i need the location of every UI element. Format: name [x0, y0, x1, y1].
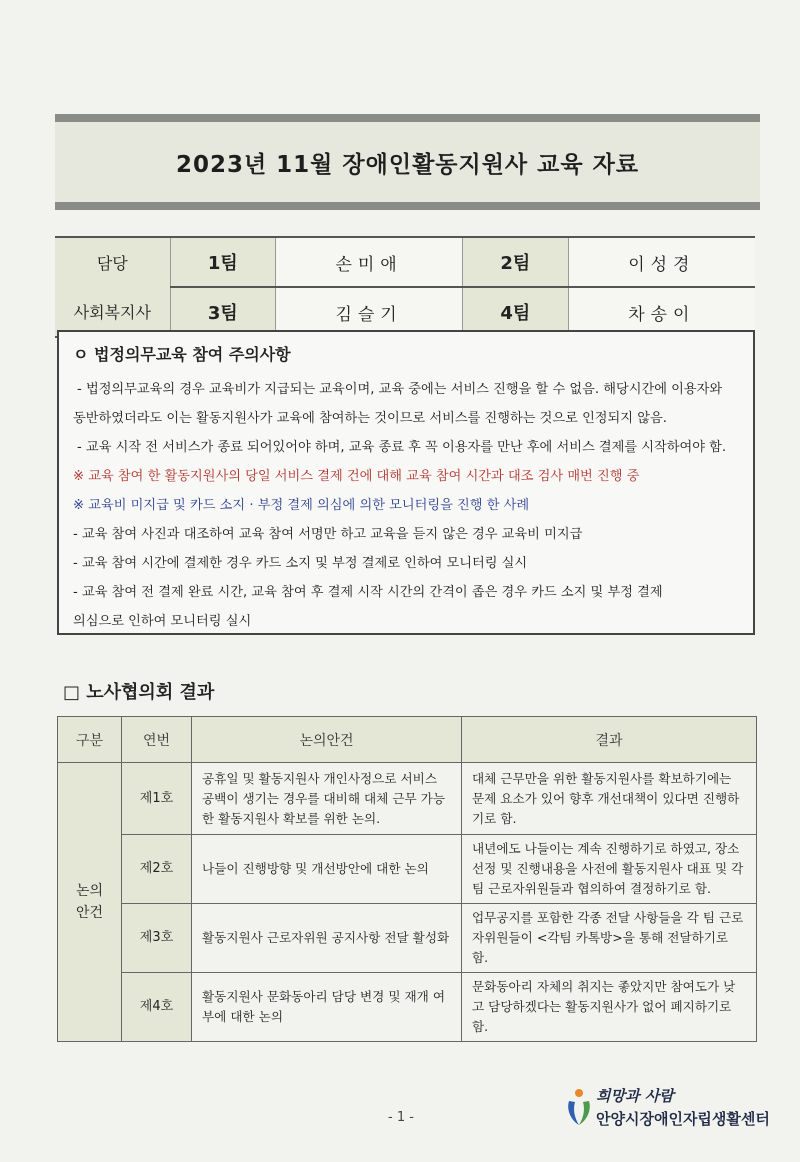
result-table	[57, 716, 757, 1042]
item-topic: 활동지원사 근로자위원 공지사항 전달 활성화	[192, 904, 462, 973]
category-cell	[58, 763, 122, 1042]
staff-table	[55, 236, 755, 338]
logo-tagline: 희망과 사람	[596, 1087, 674, 1105]
category-line: 논의	[75, 883, 104, 899]
notice-warning-blue: ※ 교육비 미지급 및 카드 소지 · 부정 결제 의심에 의한 모니터링을 진행 한 사례	[73, 498, 530, 513]
notice-line: - 법정의무교육의 경우 교육비가 지급되는 교육이며, 교육 중에는 서비스 진행을 할 수 없음. 해당시간에 이용자와	[77, 382, 723, 397]
logo-mark-icon	[566, 1087, 592, 1127]
logo-org-name: 안양시장애인자립생활센터	[596, 1110, 770, 1128]
title-bar-bottom	[55, 202, 760, 210]
table-row	[58, 763, 757, 835]
item-number: 제3호	[122, 904, 192, 973]
column-header: 연번	[122, 717, 192, 763]
column-header: 논의안건	[192, 717, 462, 763]
item-result: 문화동아리 자체의 취지는 좋았지만 참여도가 낮고 담당하겠다는 활동지원사가 없어 폐지하기로 함.	[462, 973, 757, 1042]
table-row	[58, 973, 757, 1042]
notice-case: - 교육 참여 시간에 결제한 경우 카드 소지 및 부정 결제로 인하여 모니터링 실시	[73, 556, 528, 571]
title-bar-top	[55, 114, 760, 122]
staff-label-top: 담당	[55, 237, 170, 287]
title-box	[55, 122, 760, 202]
notice-box	[57, 330, 755, 635]
result-header-row	[58, 717, 757, 763]
column-header: 구분	[58, 717, 122, 763]
item-result: 업무공지를 포함한 각종 전달 사항들을 각 팀 근로자위원들이 <각팀 카톡방>을 통해 전달하기로 함.	[462, 904, 757, 973]
column-header: 결과	[462, 717, 757, 763]
item-topic: 나들이 진행방향 및 개선방안에 대한 논의	[192, 835, 462, 904]
staff-row	[55, 237, 755, 287]
item-result: 내년에도 나들이는 계속 진행하기로 하였고, 장소선정 및 진행내용을 사전에 활동지원사 대표 및 각 팀 근로자위원들과 협의하여 결정하기로 함.	[462, 835, 757, 904]
notice-case: 의심으로 인하여 모니터링 실시	[73, 614, 252, 629]
item-topic: 공휴일 및 활동지원사 개인사정으로 서비스 공백이 생기는 경우를 대비해 대체 근무 가능한 활동지원사 확보를 위한 논의.	[192, 763, 462, 835]
team-label: 2팀	[463, 237, 569, 287]
staff-name: 차송이	[568, 287, 755, 337]
staff-label-bottom: 사회복지사	[55, 287, 170, 337]
page-number: - 1 -	[388, 1110, 414, 1125]
category-line: 안건	[75, 905, 104, 921]
team-label: 4팀	[463, 287, 569, 337]
item-topic: 활동지원사 문화동아리 담당 변경 및 재개 여부에 대한 논의	[192, 973, 462, 1042]
item-result: 대체 근무만을 위한 활동지원사를 확보하기에는 문제 요소가 있어 향후 개선대책이 있다면 진행하기로 함.	[462, 763, 757, 835]
table-row	[58, 904, 757, 973]
notice-heading: ㅇ 법정의무교육 참여 주의사항	[73, 345, 291, 364]
title-banner	[55, 114, 760, 210]
section-heading: □ 노사협의회 결과	[63, 682, 215, 703]
team-label: 1팀	[170, 237, 276, 287]
document-title: 2023년 11월 장애인활동지원사 교육 자료	[175, 151, 640, 178]
item-number: 제2호	[122, 835, 192, 904]
organization-logo	[566, 1083, 770, 1133]
staff-name: 이성경	[568, 237, 755, 287]
notice-case: - 교육 참여 사진과 대조하여 교육 참여 서명만 하고 교육을 듣지 않은 경우 교육비 미지급	[73, 527, 583, 542]
item-number: 제1호	[122, 763, 192, 835]
notice-line: 동반하였더라도 이는 활동지원사가 교육에 참여하는 것이므로 서비스를 진행하는 것으로 인정되지 않음.	[73, 411, 667, 426]
notice-warning-red: ※ 교육 참여 한 활동지원사의 당일 서비스 결제 건에 대해 교육 참여 시간과 대조 검사 매번 진행 중	[73, 469, 640, 484]
notice-case: - 교육 참여 전 결제 완료 시간, 교육 참여 후 결제 시작 시간의 간격이 좁은 경우 카드 소지 및 부정 결제	[73, 585, 663, 600]
item-number: 제4호	[122, 973, 192, 1042]
notice-line: - 교육 시작 전 서비스가 종료 되어있어야 하며, 교육 종료 후 꼭 이용자를 만난 후에 서비스 결제를 시작하여야 함.	[77, 440, 727, 455]
table-row	[58, 835, 757, 904]
staff-name: 김슬기	[276, 287, 463, 337]
team-label: 3팀	[170, 287, 276, 337]
staff-name: 손미애	[276, 237, 463, 287]
